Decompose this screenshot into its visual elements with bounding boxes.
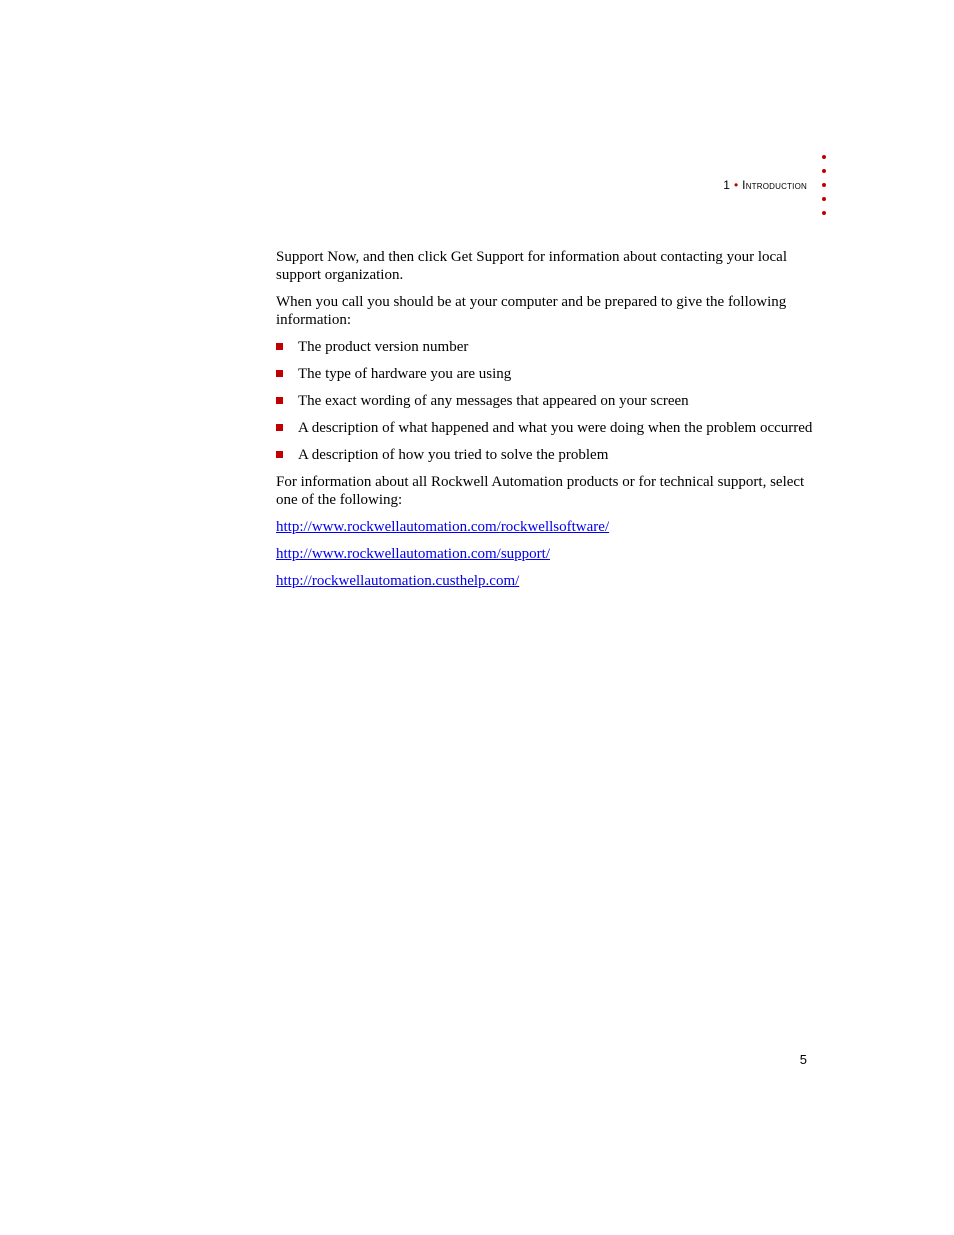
decorative-dots bbox=[822, 155, 828, 225]
list-item bbox=[276, 419, 816, 437]
list-item-text: A description of how you tried to solve the problem bbox=[298, 447, 609, 463]
link-rockwell-support[interactable]: http://www.rockwellautomation.com/support/ bbox=[276, 546, 550, 562]
chapter-title: Introduction bbox=[742, 178, 807, 192]
dot-icon bbox=[822, 169, 826, 173]
list-item-text: A description of what happened and what you were doing when the problem occurred bbox=[298, 420, 813, 436]
info-list bbox=[276, 338, 816, 464]
dot-icon bbox=[822, 211, 826, 215]
link-line bbox=[276, 545, 816, 563]
list-item-text: The product version number bbox=[298, 339, 469, 355]
main-content bbox=[276, 248, 816, 599]
link-rockwell-software[interactable]: http://www.rockwellautomation.com/rockwellsoftware/ bbox=[276, 519, 610, 535]
paragraph-more-info: For information about all Rockwell Automation products or for technical support, select one of the following: bbox=[276, 474, 805, 508]
list-item-text: The exact wording of any messages that appeared on your screen bbox=[298, 393, 689, 409]
chapter-number: 1 bbox=[723, 178, 730, 192]
square-bullet-icon bbox=[276, 424, 283, 431]
square-bullet-icon bbox=[276, 370, 283, 377]
paragraph-call-info: When you call you should be at your computer and be prepared to give the following information: bbox=[276, 294, 787, 328]
link-custhelp[interactable]: http://rockwellautomation.custhelp.com/ bbox=[276, 573, 520, 589]
list-item-text: The type of hardware you are using bbox=[298, 366, 512, 382]
header-separator: • bbox=[733, 178, 739, 192]
page-number: 5 bbox=[799, 1052, 807, 1067]
list-item bbox=[276, 338, 816, 356]
dot-icon bbox=[822, 155, 826, 159]
dot-icon bbox=[822, 197, 826, 201]
square-bullet-icon bbox=[276, 343, 283, 350]
link-line bbox=[276, 572, 816, 590]
dot-icon bbox=[822, 183, 826, 187]
square-bullet-icon bbox=[276, 397, 283, 404]
paragraph-support: Support Now, and then click Get Support for information about contacting your local support organization. bbox=[276, 249, 787, 283]
square-bullet-icon bbox=[276, 451, 283, 458]
list-item bbox=[276, 446, 816, 464]
link-line bbox=[276, 518, 816, 536]
running-header bbox=[723, 178, 807, 192]
list-item bbox=[276, 392, 816, 410]
list-item bbox=[276, 365, 816, 383]
